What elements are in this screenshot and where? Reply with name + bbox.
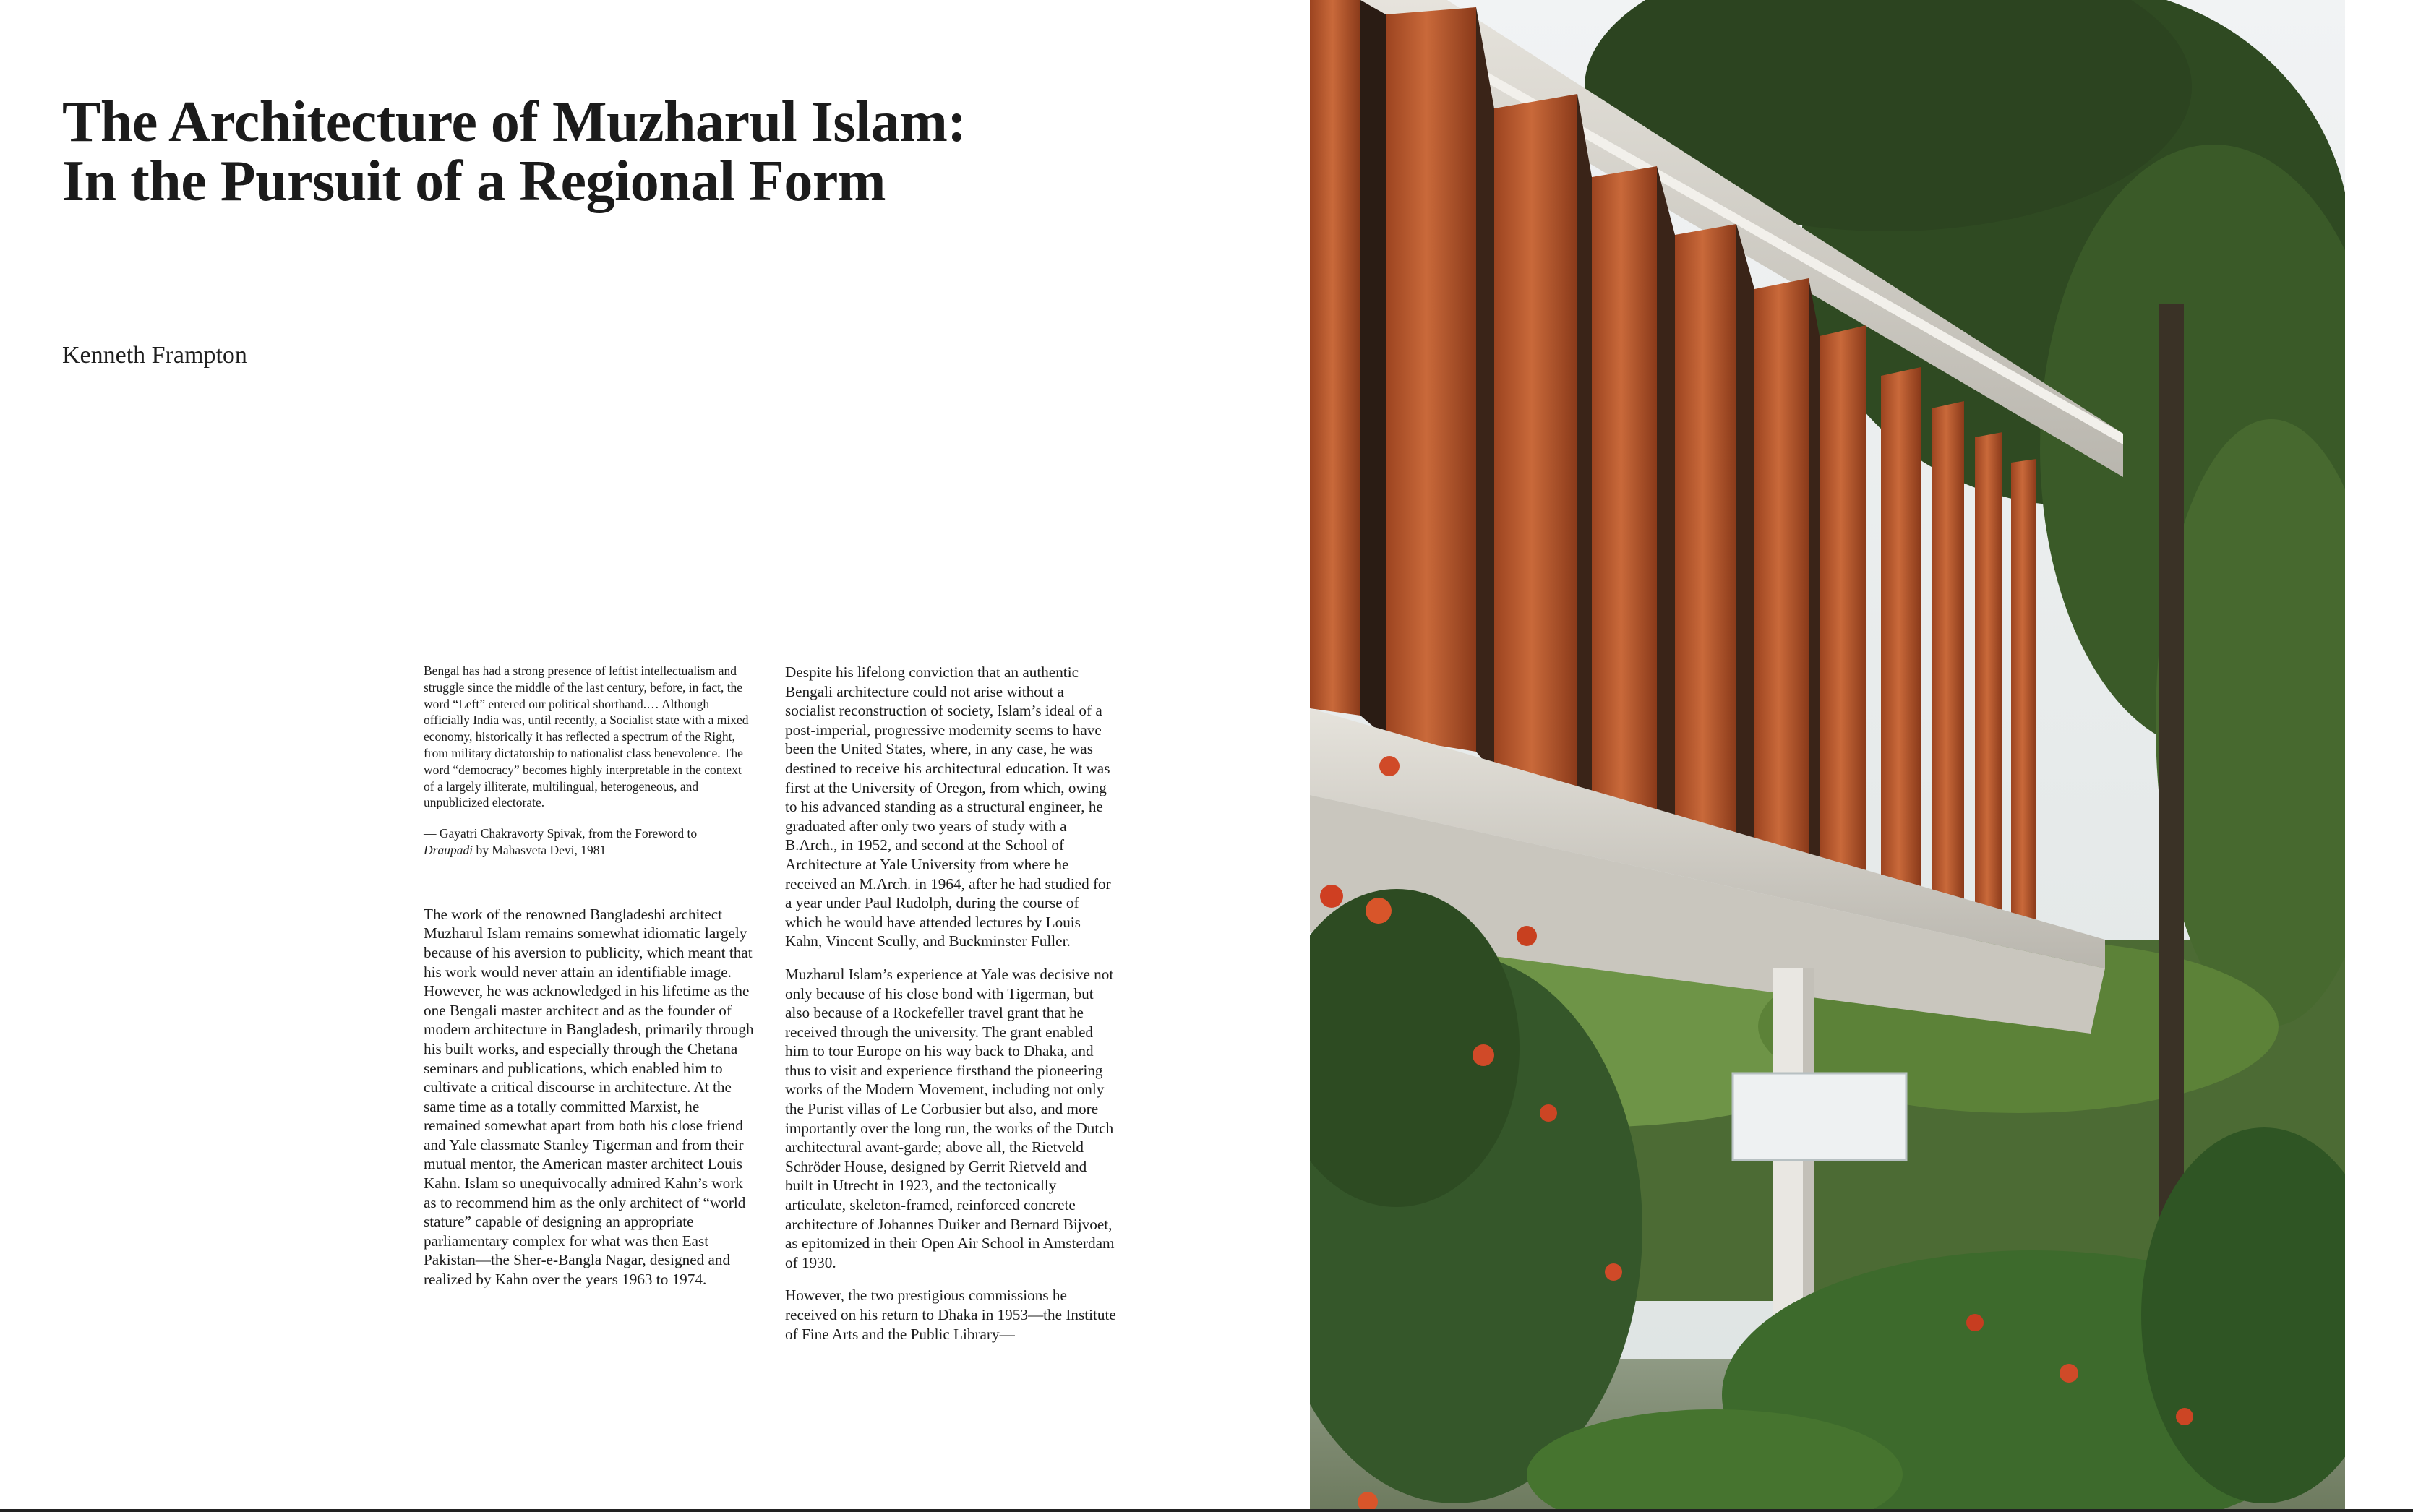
body-paragraph: The work of the renowned Bangladeshi architect Muzharul Islam remains somewhat idiomatic largely because of his aversion to publicity, which meant that his work would never attain an identifiable image. However, he was acknowledged in his lifetime as the one Bengali master architect and as the founder of modern architecture in Bangladesh, primarily through his built works, and especially through the Chetana seminars and publications, which enabled him to cultivate a critical discourse in architecture. At the same time as a totally committed Marxist, he remained somewhat apart from both his close friend and Yale classmate Stanley Tigerman and from their mutual mentor, the American master architect Louis Kahn. Islam so unequivocally admired Kahn’s work as to recommend him as the only architect of “world stature” capable of designing an appropriate parliamentary complex for what was then East Pakistan—the Sher-e-Bangla Nagar, designed and realized by Kahn over the years 1963 to 1974. <box>424 905 754 1289</box>
title-line-2: In the Pursuit of a Regional Form <box>62 150 886 213</box>
bottom-edge-line <box>0 1509 2413 1512</box>
article-title <box>62 90 1147 213</box>
attribution-prefix: — Gayatri Chakravorty Spivak, from the Foreword to <box>424 826 698 841</box>
body-paragraph: Muzharul Islam’s experience at Yale was decisive not only because of his close bond with Tigerman, but also because of a Rockefeller travel grant that he received through the university. The grant enabled him to tour Europe on his way back to Dhaka, and thus to visit and experience firsthand the pioneering works of the Modern Movement, including not only the Purist villas of Le Corbusier but also, and more importantly over the long run, the works of the Dutch architectural avant-garde; above all, the Rietveld Schröder House, designed by Gerrit Rietveld and built in Utrecht in 1923, and the tectonically articulate, skeleton-framed, reinforced concrete architecture of Johannes Duiker and Bernard Bijvoet, as epitomized in their Open Air School in Amsterdam of 1930. <box>785 965 1115 1271</box>
attribution-suffix: by Mahasveta Devi, 1981 <box>476 842 607 857</box>
text-column-1 <box>424 663 755 1289</box>
epigraph <box>424 663 755 859</box>
title-line-1: The Architecture of Muzharul Islam: <box>62 90 967 154</box>
attribution-book-title: Draupadi <box>424 842 473 857</box>
author-name: Kenneth Frampton <box>62 342 247 369</box>
page-gutter <box>2345 0 2413 1512</box>
body-paragraph: However, the two prestigious commissions he received on his return to Dhaka in 1953—the Institute of Fine Arts and the Public Library— <box>785 1287 1116 1343</box>
text-column-2 <box>785 663 1116 1344</box>
building-photograph <box>1310 0 2345 1512</box>
body-paragraph: Despite his lifelong conviction that an authentic Bengali architecture could not arise without a socialist reconstruction of society, Islam’s ideal of a post-imperial, progressive modernity seems to have been the United States, where, in any case, he was destined to receive his architectural education. It was first at the University of Oregon, from which, owing to his advanced standing as a structural engineer, he graduated after only two years of study with a B.Arch., in 1952, and second at the School of Architecture at Yale University from where he received an M.Arch. in 1964, after he had studied for a year under Paul Rudolph, during the course of which he would have attended lectures by Louis Kahn, Vincent Scully, and Buckminster Fuller. <box>785 663 1111 950</box>
photo-illustration <box>1310 0 2345 1512</box>
epigraph-quote: Bengal has had a strong presence of leftist intellectualism and struggle since the middle of the last century, before, in fact, the word “Left” entered our political shorthand.… Although officially India was, until recently, a Socialist state with a mixed economy, historically it has reflected a spectrum of the Right, from military dictatorship to nationalist class benevolence. The word “democracy” becomes highly interpretable in the context of a largely illiterate, multilingual, heterogeneous, and unpublicized electorate. <box>424 663 749 810</box>
epigraph-attribution <box>424 825 755 859</box>
